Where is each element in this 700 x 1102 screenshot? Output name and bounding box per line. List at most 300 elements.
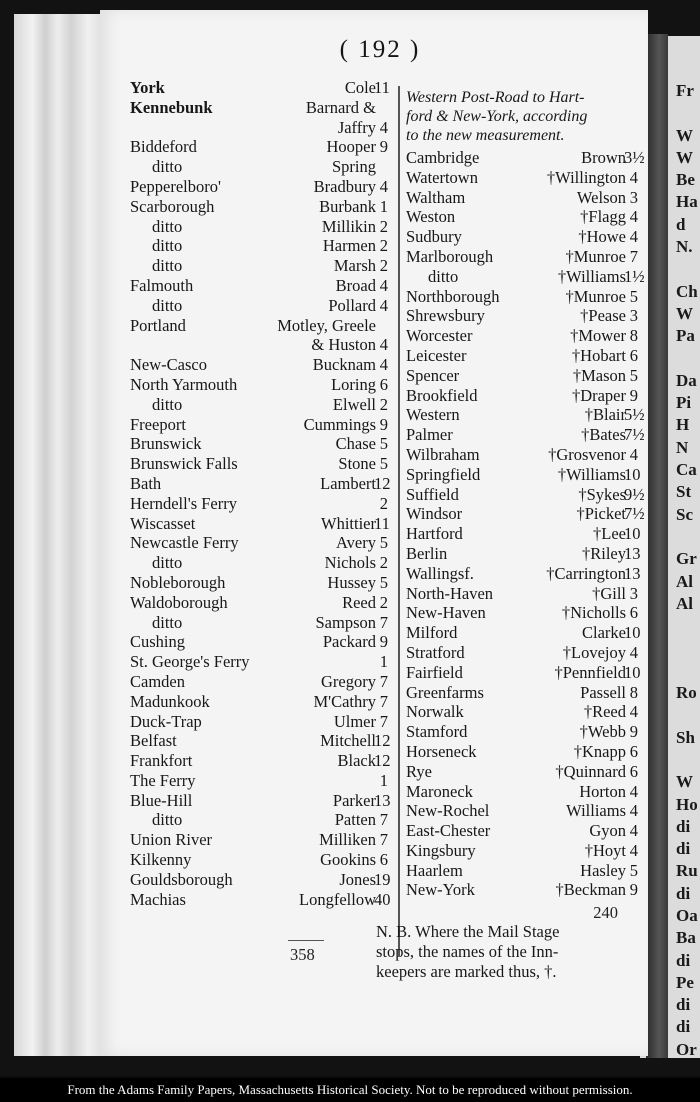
- mile-count: 1: [379, 196, 388, 216]
- mile-count: 8: [629, 326, 638, 346]
- innkeeper-name: Passell: [580, 682, 626, 702]
- mile-count: 9: [379, 632, 388, 652]
- town-name: Suffield: [406, 484, 459, 504]
- table-row: [406, 603, 638, 623]
- table-row: [406, 762, 638, 782]
- table-row: [406, 543, 641, 564]
- table-row: [406, 880, 638, 900]
- innkeeper-name: †Pease: [580, 306, 626, 326]
- table-row: [406, 425, 645, 445]
- facing-page-fragment: [676, 102, 700, 124]
- mile-count: 6: [629, 345, 638, 365]
- facing-page-fragment: W: [676, 772, 693, 792]
- mile-count: 4: [629, 207, 638, 227]
- facing-page-fragment: Ba: [676, 928, 696, 948]
- mile-count: 11: [374, 513, 390, 533]
- innkeeper-name: Pollard: [328, 295, 376, 315]
- innkeeper-name: †Quinnard: [555, 761, 626, 781]
- town-name: Wilbraham: [406, 444, 480, 464]
- mile-count: 3: [629, 306, 638, 326]
- mile-count: 7: [379, 612, 388, 632]
- table-row: [130, 355, 388, 375]
- innkeeper-name: †Williams: [557, 266, 626, 286]
- town-name: Duck-Trap: [130, 711, 202, 731]
- mile-count: 4: [629, 167, 638, 187]
- innkeeper-name: †Knapp: [573, 741, 626, 761]
- town-name: ditto: [428, 266, 459, 286]
- innkeeper-name: Motley, Greele: [277, 315, 376, 335]
- town-name: Wallingsf.: [406, 563, 474, 583]
- table-row: [130, 335, 388, 355]
- table-row: [130, 889, 391, 910]
- mile-count: 4: [629, 781, 638, 801]
- table-row: [406, 742, 638, 762]
- table-row: [130, 810, 388, 830]
- innkeeper-name: †Carrington: [546, 563, 626, 583]
- footnote-line: keepers are marked thus, †.: [376, 962, 557, 981]
- innkeeper-name: Hooper: [326, 137, 376, 157]
- town-name: Maroneck: [406, 781, 473, 801]
- mile-count: 8: [629, 682, 638, 702]
- mile-count: 12: [374, 473, 391, 493]
- innkeeper-name: Cummings: [303, 414, 376, 434]
- table-row: [406, 405, 645, 425]
- innkeeper-name: Longfellow: [299, 889, 376, 909]
- table-row: [130, 514, 388, 534]
- town-name: ditto: [152, 236, 183, 256]
- mile-count: 7: [379, 671, 388, 691]
- footnote: [376, 922, 636, 982]
- town-name: Waltham: [406, 187, 466, 207]
- table-row: [130, 78, 388, 98]
- innkeeper-name: †Blair: [584, 405, 626, 425]
- innkeeper-name: Lambert: [320, 473, 376, 493]
- innkeeper-name: †Reed: [583, 702, 626, 722]
- facing-page-fragment: d: [676, 214, 686, 234]
- town-name: Watertown: [406, 167, 478, 187]
- town-name: East-Chester: [406, 821, 491, 841]
- town-name: New-Rochel: [406, 801, 490, 821]
- facing-page-fragment: Pa: [676, 326, 695, 346]
- mile-count: 4: [629, 801, 638, 821]
- mile-count: 7: [379, 691, 388, 711]
- mile-count: 2: [379, 236, 388, 256]
- copyright-caption: From the Adams Family Papers, Massachusetts Historical Society. Not to be reproduced without permission.: [0, 1078, 700, 1102]
- innkeeper-name: Parker: [332, 790, 376, 810]
- facing-page-fragment: Fr: [676, 81, 694, 100]
- town-name: Palmer: [406, 425, 453, 445]
- table-row: [406, 524, 641, 544]
- facing-page-fragment: St: [676, 482, 692, 502]
- innkeeper-name: †Gill: [592, 583, 626, 603]
- table-row: [406, 366, 638, 386]
- innkeeper-name: Welson: [576, 187, 626, 207]
- innkeeper-name: †Flagg: [580, 207, 626, 227]
- facing-page-fragment: Ro: [676, 683, 697, 703]
- table-row: [130, 790, 391, 811]
- table-row: [406, 464, 641, 485]
- town-name: ditto: [152, 553, 183, 573]
- innkeeper-name: Brown: [581, 148, 626, 167]
- table-row: [130, 771, 388, 791]
- table-row: [406, 445, 638, 465]
- table-row: [406, 563, 641, 584]
- innkeeper-name: Clarke: [582, 623, 626, 643]
- table-row: [406, 841, 638, 861]
- left-total: 358: [290, 945, 315, 964]
- innkeeper-name: Mitchell: [320, 731, 376, 751]
- town-name: Newcastle Ferry: [130, 533, 239, 553]
- table-row: [406, 227, 638, 247]
- innkeeper-name: Patten: [334, 810, 376, 830]
- mile-count: 2: [379, 493, 388, 513]
- innkeeper-name: †Sykes: [578, 484, 626, 504]
- facing-page-fragment: Ru: [676, 861, 698, 881]
- mile-count: 10: [624, 464, 641, 484]
- mile-count: 12: [374, 751, 391, 771]
- mile-count: 7: [379, 810, 388, 830]
- town-name: Frankfort: [130, 751, 193, 771]
- mile-count: 5: [379, 533, 388, 553]
- town-name: Brookfield: [406, 385, 478, 405]
- innkeeper-name: Jaffry: [337, 117, 376, 137]
- town-name: Marlborough: [406, 246, 494, 266]
- innkeeper-name: Millikin: [321, 216, 376, 236]
- innkeeper-name: †Picket: [576, 504, 626, 524]
- facing-page-fragment: Da: [676, 370, 697, 390]
- town-name: ditto: [152, 810, 183, 830]
- facing-page-fragment: di: [676, 839, 691, 859]
- facing-page-fragment: [676, 258, 700, 280]
- table-row: [130, 712, 388, 732]
- table-row: [130, 869, 391, 890]
- mile-count: 5: [379, 434, 388, 454]
- town-name: Weston: [406, 207, 456, 227]
- mile-count: 4: [379, 295, 388, 315]
- facing-page-fragment: Sc: [676, 504, 693, 524]
- mile-count: 2: [379, 553, 388, 573]
- town-name: ditto: [152, 612, 183, 632]
- town-name: Kilkenny: [130, 850, 192, 870]
- mile-count: 4: [379, 117, 388, 137]
- book-gutter: [646, 34, 668, 1058]
- town-name: Nobleborough: [130, 572, 226, 592]
- innkeeper-name: †Lovejoy: [562, 642, 626, 662]
- table-row: [406, 821, 638, 841]
- table-row: [130, 830, 388, 850]
- town-name: Fairfield: [406, 662, 463, 682]
- table-row: [130, 395, 388, 415]
- mile-count: 13: [624, 543, 641, 563]
- facing-page-fragment: Pi: [676, 393, 692, 413]
- facing-page-fragment: di: [676, 883, 691, 903]
- table-row: [406, 287, 638, 307]
- book-page: [100, 10, 648, 1056]
- mile-count: 40: [374, 889, 391, 909]
- page-number: ( 192 ): [339, 36, 421, 63]
- innkeeper-name: †Webb: [579, 722, 626, 742]
- town-name: Madunkook: [130, 691, 210, 711]
- facing-page-fragment: W: [676, 147, 693, 167]
- mile-count: 5: [629, 286, 638, 306]
- table-row: [406, 861, 638, 881]
- innkeeper-name: Milliken: [319, 830, 376, 850]
- town-name: Camden: [130, 671, 185, 691]
- facing-page-fragment: Ca: [676, 460, 697, 480]
- mile-count: 4: [629, 821, 638, 841]
- town-name: Machias: [130, 889, 186, 909]
- facing-page-fragment: Ho: [676, 794, 698, 814]
- town-name: Western: [406, 405, 460, 425]
- table-row: [130, 593, 388, 613]
- innkeeper-name: †Willington: [546, 167, 626, 187]
- footnote-line: N. B. Where the Mail Stage: [376, 922, 560, 941]
- mile-count: 7: [379, 711, 388, 731]
- innkeeper-name: Broad: [335, 275, 376, 295]
- facing-page-fragment: di: [676, 950, 691, 970]
- town-name: Shrewsbury: [406, 306, 485, 326]
- table-row: [130, 731, 391, 751]
- town-name: Springfield: [406, 464, 481, 484]
- innkeeper-name: Gregory: [321, 671, 376, 691]
- innkeeper-name: M'Cathry: [313, 691, 376, 711]
- table-row: [130, 573, 388, 593]
- innkeeper-name: Avery: [335, 533, 376, 553]
- town-name: Norwalk: [406, 702, 464, 722]
- innkeeper-name: Gyon: [589, 821, 626, 841]
- town-name: Brunswick Falls: [130, 454, 238, 474]
- table-row: [130, 137, 388, 157]
- mile-count: 9: [379, 137, 388, 157]
- town-name: ditto: [152, 216, 183, 236]
- table-row: [130, 256, 388, 276]
- town-name: New-Haven: [406, 603, 486, 623]
- left-column-list: [130, 78, 391, 909]
- mile-count: 4: [379, 355, 388, 375]
- mile-count: 5½: [624, 405, 645, 425]
- town-name: ditto: [152, 394, 183, 414]
- mile-count: 12: [374, 731, 391, 751]
- facing-page-fragment: Gr: [676, 549, 697, 569]
- town-name: Stamford: [406, 722, 468, 742]
- town-name: Worcester: [406, 326, 473, 346]
- innkeeper-name: Black: [337, 751, 376, 771]
- innkeeper-name: Whittier: [321, 513, 376, 533]
- town-name: Gouldsborough: [130, 869, 233, 889]
- innkeeper-name: †Lee: [593, 524, 626, 544]
- table-row: [130, 375, 388, 395]
- mile-count: 6: [379, 850, 388, 870]
- innkeeper-name: Sampson: [315, 612, 376, 632]
- innkeeper-name: Horton: [579, 781, 626, 801]
- innkeeper-name: Stone: [338, 454, 376, 474]
- facing-page-text: [676, 80, 700, 1059]
- innkeeper-name: Nichols: [324, 553, 376, 573]
- table-row: [406, 346, 638, 366]
- column-divider: [398, 86, 400, 956]
- right-total: 240: [593, 903, 618, 922]
- innkeeper-name: Reed: [342, 592, 376, 612]
- facing-page-fragment: Sh: [676, 727, 695, 747]
- facing-page-fragment: [676, 615, 700, 637]
- town-name: North-Haven: [406, 583, 494, 603]
- town-name: Scarborough: [130, 196, 215, 216]
- innkeeper-name: Ulmer: [333, 711, 376, 731]
- facing-page-fragment: Oa: [676, 905, 698, 925]
- facing-page-fragment: di: [676, 816, 691, 836]
- town-name: Freeport: [130, 414, 186, 434]
- mile-count: 4: [629, 642, 638, 662]
- mile-count: 9: [629, 722, 638, 742]
- mile-count: 9: [629, 385, 638, 405]
- right-column-list: [406, 88, 645, 900]
- facing-page-fragment: [676, 749, 700, 771]
- route-heading-line: ford & New-York, according: [406, 108, 588, 125]
- town-name: Belfast: [130, 731, 177, 751]
- table-row: [130, 217, 388, 237]
- mile-count: 10: [624, 524, 641, 544]
- innkeeper-name: †Mower: [570, 326, 626, 346]
- town-name: Leicester: [406, 345, 467, 365]
- table-row: [130, 850, 388, 870]
- table-row: [406, 623, 641, 643]
- mile-count: 5: [629, 860, 638, 880]
- town-name: Bath: [130, 473, 162, 493]
- town-name: York: [130, 78, 165, 97]
- table-row: [406, 306, 638, 326]
- town-name: Falmouth: [130, 275, 194, 295]
- innkeeper-name: Cole: [344, 78, 376, 97]
- table-row: [130, 177, 388, 197]
- mile-count: 19: [374, 869, 391, 889]
- table-row: [406, 188, 638, 208]
- innkeeper-name: †Riley: [582, 543, 626, 563]
- town-name: Waldoborough: [130, 592, 228, 612]
- innkeeper-name: †Mason: [572, 365, 626, 385]
- innkeeper-name: †Grosvenor: [548, 444, 626, 464]
- mile-count: 2: [379, 394, 388, 414]
- table-row: [406, 504, 645, 524]
- table-row: [130, 652, 388, 672]
- town-name: Rye: [406, 761, 432, 781]
- town-name: Pepperelboro': [130, 176, 221, 196]
- mile-count: 4: [629, 840, 638, 860]
- mile-count: 1: [379, 652, 388, 672]
- mile-count: 6: [629, 761, 638, 781]
- mile-count: 2: [379, 256, 388, 276]
- mile-count: 2: [379, 592, 388, 612]
- facing-page-fragment: Or: [676, 1039, 697, 1059]
- innkeeper-name: Hussey: [327, 572, 376, 592]
- innkeeper-name: Burbank: [319, 196, 376, 216]
- table-row: [130, 276, 388, 296]
- mile-count: 7½: [624, 425, 645, 445]
- table-row: [130, 415, 388, 435]
- innkeeper-name: Loring: [331, 374, 376, 394]
- table-row: [406, 484, 645, 505]
- town-name: Stratford: [406, 642, 465, 662]
- facing-page-fragment: Ch: [676, 281, 698, 301]
- mile-count: 4: [629, 702, 638, 722]
- facing-page-fragment: [676, 660, 700, 682]
- town-name: Portland: [130, 315, 186, 335]
- table-row: [406, 247, 638, 267]
- town-name: North Yarmouth: [130, 374, 238, 394]
- mile-count: 11: [374, 78, 390, 97]
- mile-count: 4: [379, 176, 388, 196]
- table-row: [406, 168, 638, 188]
- innkeeper-name: Barnard &: [305, 97, 376, 117]
- table-row: [406, 326, 638, 346]
- mile-count: 9: [379, 414, 388, 434]
- mile-count: 13: [624, 563, 641, 583]
- town-name: Kingsbury: [406, 840, 476, 860]
- innkeeper-name: †Williams: [557, 464, 626, 484]
- table-row: [406, 207, 638, 227]
- innkeeper-name: †Pennfield: [554, 662, 626, 682]
- innkeeper-name: Bradbury: [313, 176, 376, 196]
- town-name: St. George's Ferry: [130, 652, 250, 672]
- town-name: Hartford: [406, 524, 463, 544]
- table-row: [406, 722, 638, 742]
- town-name: Milford: [406, 623, 458, 643]
- innkeeper-name: & Huston: [311, 335, 376, 355]
- town-name: Berlin: [406, 543, 448, 563]
- facing-page-fragment: [676, 704, 700, 726]
- innkeeper-name: †Munroe: [565, 246, 626, 266]
- mile-count: 7: [629, 246, 638, 266]
- innkeeper-name: Elwell: [332, 394, 376, 414]
- facing-page-fragment: Al: [676, 593, 693, 613]
- town-name: Haarlem: [406, 860, 463, 880]
- facing-page-fragment: di: [676, 995, 691, 1015]
- mile-count: 10: [624, 623, 641, 643]
- table-row: [130, 751, 391, 771]
- mile-count: 6: [629, 603, 638, 623]
- table-row: [406, 584, 638, 604]
- facing-page-fragment: Be: [676, 170, 695, 190]
- facing-page-fragment: di: [676, 1017, 691, 1037]
- innkeeper-name: Marsh: [333, 256, 376, 276]
- mile-count: 5: [629, 365, 638, 385]
- town-name: New-York: [406, 880, 475, 900]
- innkeeper-name: †Hoyt: [584, 840, 626, 860]
- innkeeper-name: †Beckman: [555, 880, 626, 900]
- table-row: [130, 118, 388, 138]
- town-name: Kennebunk: [130, 97, 213, 117]
- mile-count: 4: [629, 227, 638, 247]
- facing-page-fragment: [676, 526, 700, 548]
- innkeeper-name: Spring: [331, 157, 376, 177]
- table-row: [130, 672, 388, 692]
- mile-count: 1: [379, 770, 388, 790]
- table-row: [406, 386, 638, 406]
- town-name: Sudbury: [406, 227, 462, 247]
- table-row: [406, 148, 645, 168]
- mile-count: 5: [379, 572, 388, 592]
- total-rule: [288, 940, 324, 941]
- town-name: ditto: [152, 295, 183, 315]
- town-name: Biddeford: [130, 137, 197, 157]
- table-row: [130, 613, 388, 633]
- innkeeper-name: Williams: [566, 801, 626, 821]
- mile-count: 4: [629, 444, 638, 464]
- mile-count: 6: [379, 374, 388, 394]
- mile-count: 4: [379, 335, 388, 355]
- innkeeper-name: †Munroe: [565, 286, 626, 306]
- town-name: Blue-Hill: [130, 790, 193, 810]
- facing-page-fragment: Al: [676, 571, 693, 591]
